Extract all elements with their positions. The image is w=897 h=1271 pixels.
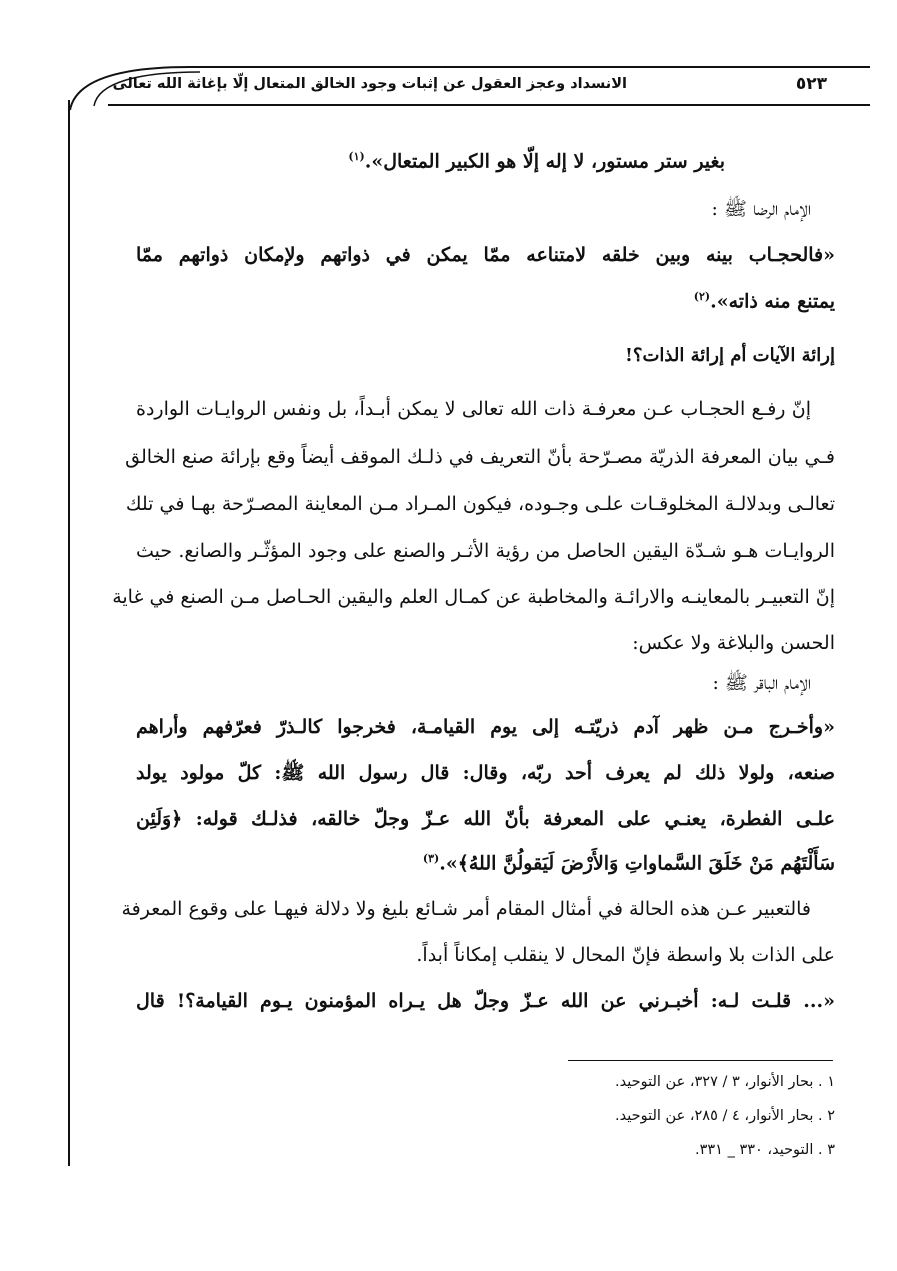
footnote-marker-1: (١) (348, 150, 365, 163)
para1-line: تعالـى وبدلالـة المخلوقـات علـى وجـوده، فيكون المـراد مـن المعاينة المصـرّحة بهـا في تلك (125, 493, 835, 515)
header-top-rule (190, 66, 870, 68)
para1-line: فـي بيان المعرفة الذريّة مصـرّحة بأنّ التعريف في ذلـك الموقف أيضاً وقع بإرائة صنع الخالق (125, 446, 835, 468)
footnote-marker-3: (٣) (422, 852, 440, 865)
running-head-title: الانسداد وعجز العقول عن إثبات وجود الخالق المتعال إلّا بإغاثة الله تعالى (112, 76, 627, 92)
footnote-2: ٢ . بحار الأنوار، ٤ / ٢٨٥، عن التوحيد. (615, 1108, 835, 1124)
para1-line: الحسن والبلاغة ولا عكس: (632, 632, 835, 654)
para2-line: فالتعبير عـن هذه الحالة في أمثال المقام أمر شـائع بليغ ولا دلالة فيهـا على وقوع المعرفة (121, 898, 811, 920)
footnote-separator (568, 1060, 833, 1061)
baqir-quote-line: صنعه، ولولا ذلك لم يعرف أحد ربّه، وقال: قال رسول الله ﷺ: كلّ مولود يولد (136, 762, 835, 784)
quote1-end: بغير ستر مستور، لا إله إلّا هو الكبير المتعال».$^{(١)}$ (348, 150, 725, 173)
footnote-1: ١ . بحار الأنوار، ٣ / ٣٢٧، عن التوحيد. (615, 1074, 835, 1090)
footnote-3: ٣ . التوحيد، ٣٣٠ _ ٣٣١. (694, 1142, 835, 1158)
page-number: ٥٢٣ (795, 74, 827, 94)
baqir-quote-line: علـى الفطرة، يعنـي على المعرفة بأنّ الله عـزّ وجلّ خالقه، فذلـك قوله: ﴿وَلَئِن (136, 808, 835, 830)
last-quote-line: «... قلـت لـه: أخبـرني عن الله عـزّ وجلّ هل يـراه المؤمنون يـوم القيامة؟! قال (136, 990, 835, 1012)
baqir-quote-line: «وأخـرج مـن ظهر آدم ذريّتـه إلى يوم القيامـة، فخرجوا كالـذرّ فعرّفهم وأراهم (136, 716, 835, 738)
para1-line: إنّ التعبيـر بالمعاينـه والارائـة والمخاطبة عن كمـال العلم واليقين الحـاصل مـن الصنع في غاية (112, 586, 835, 608)
para1-line: إنّ رفـع الحجـاب عـن معرفـة ذات الله تعالى لا يمكن أبـداً، بل ونفس الروايـات الواردة (136, 398, 811, 420)
page-frame-left-rule (68, 100, 70, 1166)
footnote-marker-2: (٢) (693, 290, 711, 303)
baqir-quote-line: سَأَلْتَهُم مَنْ خَلَقَ السَّماواتِ وَالأَرْضَ لَيَقولُنَّ اللهُ﴾».$^{(٣)}$ (422, 852, 835, 875)
header-bottom-rule (108, 104, 870, 106)
section-heading: إرائة الآيات أم إرائة الذات؟! (625, 345, 835, 366)
rida-heading: الإمام الرضا ﷺ : (711, 198, 811, 220)
rida-quote-line-2: يمتنع منه ذاته».$^{(٢)}$ (693, 290, 835, 313)
baqir-heading: الإمام الباقر ﷺ : (712, 672, 811, 694)
para1-line: الروايـات هـو شـدّة اليقين الحاصل من رؤية الأثـر والصنع على وجود المؤثّـر والصانع. حيث (136, 540, 835, 562)
para2-line: على الذات بلا واسطة فإنّ المحال لا ينقلب إمكاناً أبداً. (416, 944, 835, 966)
rida-quote-line-1: «فالحجـاب بينه وبين خلقه لامتناعه ممّا يمكن في ذواتهم ولإمكان ذواتهم ممّا (136, 244, 835, 266)
